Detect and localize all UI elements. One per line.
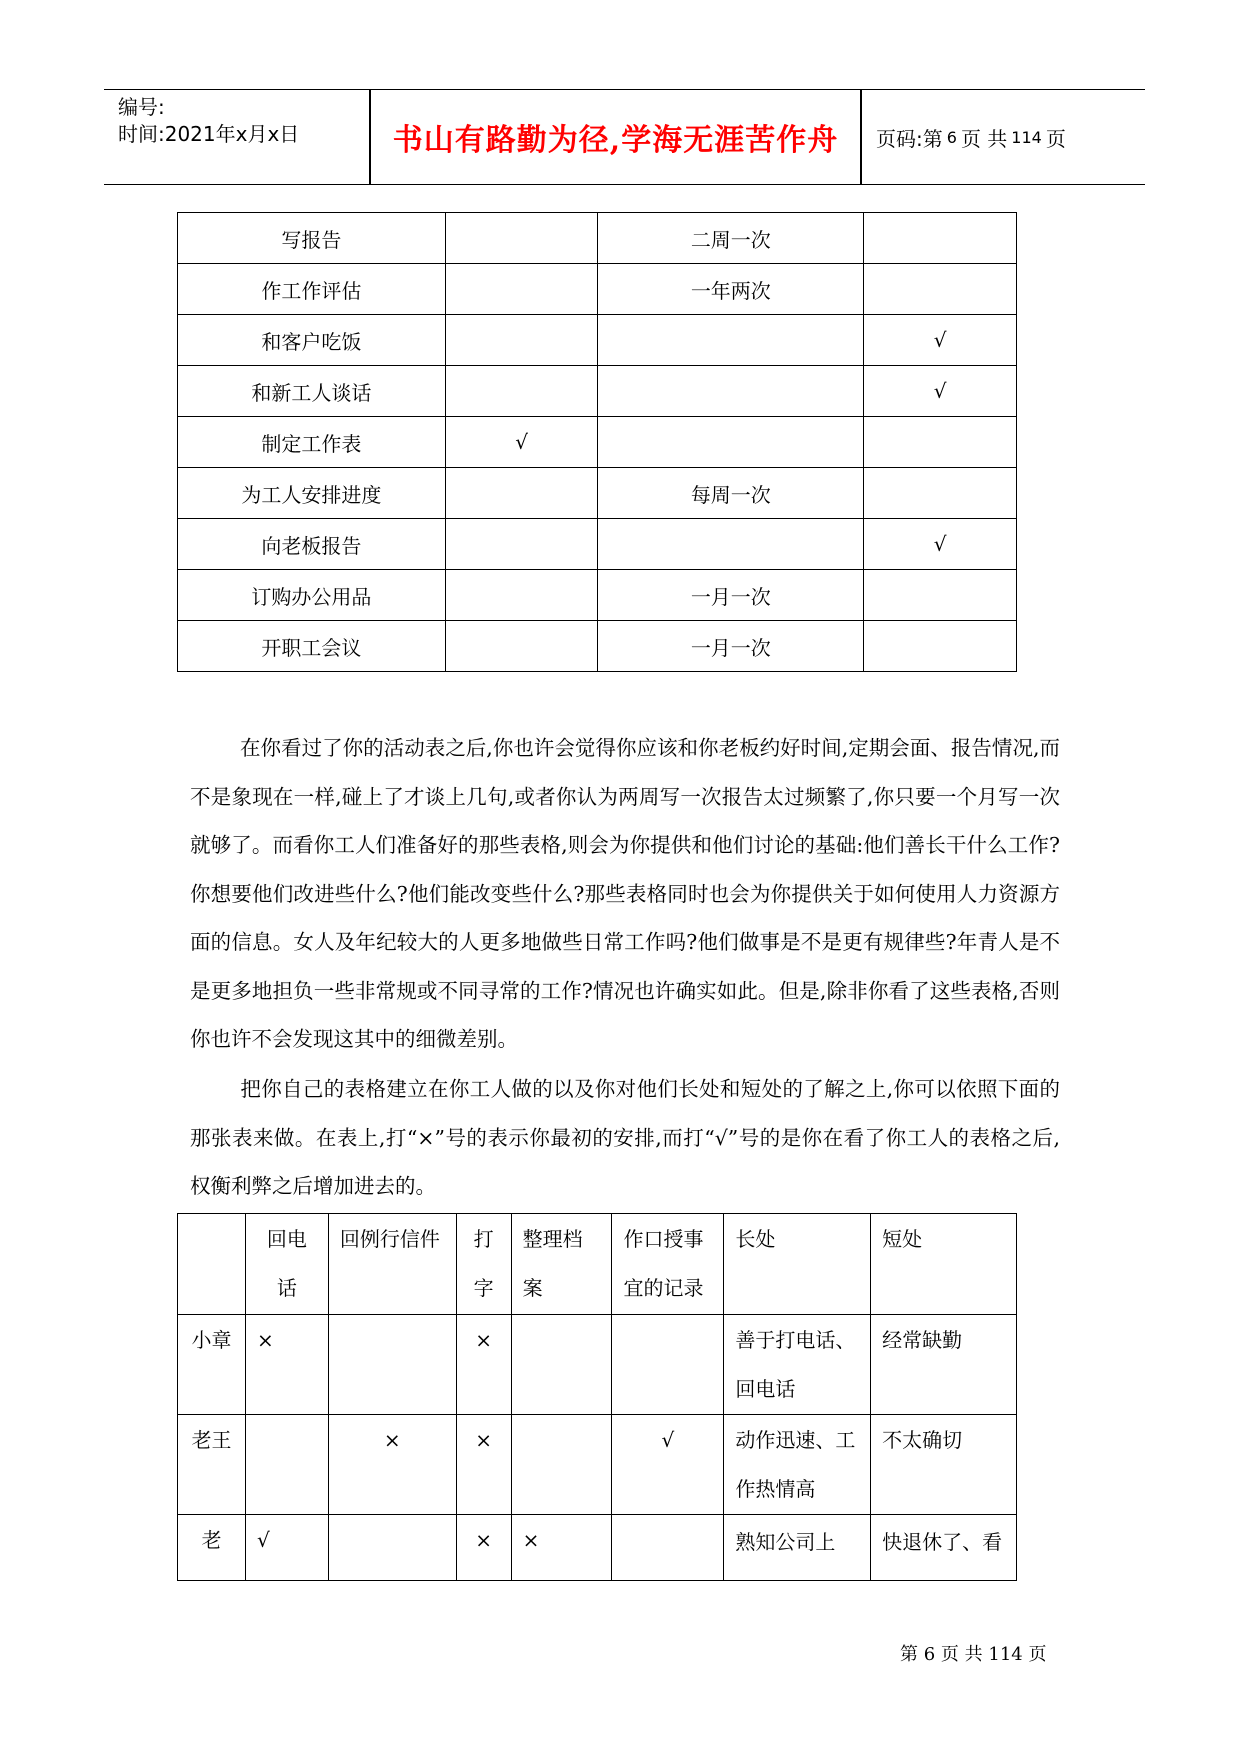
table-cell [612, 1515, 724, 1581]
time-label: 时间:2021年x月x日 [118, 122, 300, 146]
table-cell: 动作迅速、工作热情高 [724, 1415, 871, 1515]
table-cell: 不太确切 [871, 1415, 1017, 1515]
table-cell: √ [864, 315, 1017, 366]
table-row [178, 264, 1017, 315]
table-cell [445, 519, 598, 570]
table-cell: 熟知公司上 [724, 1515, 871, 1581]
table-row [178, 315, 1017, 366]
table-header-cell [178, 1214, 246, 1315]
footer-prefix: 第 [900, 1644, 918, 1665]
table-cell [445, 315, 598, 366]
table-row [178, 1415, 1017, 1515]
table-cell: 快退休了、看 [871, 1515, 1017, 1581]
page-header [104, 89, 1145, 185]
footer-page-num: 6 [923, 1644, 936, 1665]
table-header-cell: 作口授事宜的记录 [612, 1214, 724, 1315]
page-footer [900, 1640, 1046, 1666]
page-num: 6 [946, 127, 957, 147]
table-cell: √ [864, 519, 1017, 570]
table-cell [328, 1515, 456, 1581]
header-motto: 书山有路勤为径,学海无涯苦作舟 [392, 123, 839, 158]
table-cell: × [245, 1315, 328, 1415]
table-cell: 老王 [178, 1415, 246, 1515]
page-middle: 页 共 [960, 126, 1008, 151]
table-row [178, 519, 1017, 570]
body-paragraph [190, 1065, 1060, 1211]
table-cell [445, 213, 598, 264]
table-cell [445, 621, 598, 672]
table-row [178, 468, 1017, 519]
table-row [178, 213, 1017, 264]
page-total: 114 [1011, 127, 1042, 147]
table-cell: 订购办公用品 [178, 570, 446, 621]
table-cell: √ [864, 366, 1017, 417]
table-cell: 写报告 [178, 213, 446, 264]
table-cell: 二周一次 [598, 213, 864, 264]
table-cell: 一年两次 [598, 264, 864, 315]
table-cell [328, 1315, 456, 1415]
table-cell: 小章 [178, 1315, 246, 1415]
table-cell [445, 264, 598, 315]
table-header-cell: 回电话 [245, 1214, 328, 1315]
table-cell [598, 366, 864, 417]
table-cell [598, 417, 864, 468]
table-cell [445, 366, 598, 417]
paragraph-text: 把你自己的表格建立在你工人做的以及你对他们长处和短处的了解之上,你可以依照下面的那张表来做。在表上,打“×”号的表示你最初的安排,而打“√”号的是你在看了你工人的表格之后,权衡利弊之后增加进去的。 [190, 1077, 1060, 1198]
table-cell: 开职工会议 [178, 621, 446, 672]
staff-assignment-table [177, 1213, 1017, 1581]
activity-table [177, 212, 1017, 672]
table-row [178, 570, 1017, 621]
table-cell [245, 1415, 328, 1515]
table-cell [511, 1415, 612, 1515]
table-header-cell: 打字 [456, 1214, 511, 1315]
footer-middle: 页 共 [940, 1644, 983, 1665]
table-cell: 善于打电话、回电话 [724, 1315, 871, 1415]
table-cell: × [456, 1515, 511, 1581]
header-info [118, 94, 299, 148]
table-cell: 一月一次 [598, 621, 864, 672]
body-paragraph [190, 724, 1060, 1064]
table-header-cell: 短处 [871, 1214, 1017, 1315]
table-cell [511, 1315, 612, 1415]
table-cell [864, 468, 1017, 519]
table-header-cell: 回例行信件 [328, 1214, 456, 1315]
table-row [178, 1515, 1017, 1581]
table-header-cell: 长处 [724, 1214, 871, 1315]
table-cell [864, 417, 1017, 468]
table-cell: × [511, 1515, 612, 1581]
table-cell [612, 1315, 724, 1415]
table-cell: 和客户吃饭 [178, 315, 446, 366]
footer-page-total: 114 [988, 1644, 1023, 1665]
table-cell [864, 213, 1017, 264]
table-cell: 经常缺勤 [871, 1315, 1017, 1415]
table-cell: 向老板报告 [178, 519, 446, 570]
page-suffix: 页 [1045, 126, 1066, 151]
table-cell [445, 570, 598, 621]
table-cell: √ [612, 1415, 724, 1515]
table-cell [864, 570, 1017, 621]
footer-suffix: 页 [1028, 1644, 1047, 1665]
table-cell [598, 315, 864, 366]
table-row [178, 621, 1017, 672]
table-cell: × [456, 1415, 511, 1515]
table-cell: 和新工人谈话 [178, 366, 446, 417]
table-cell: 每周一次 [598, 468, 864, 519]
table-cell: 为工人安排进度 [178, 468, 446, 519]
table-cell: × [328, 1415, 456, 1515]
table-cell: √ [445, 417, 598, 468]
table-cell: 一月一次 [598, 570, 864, 621]
table-cell: 制定工作表 [178, 417, 446, 468]
serial-label: 编号: [118, 95, 165, 119]
page-prefix: 页码:第 [876, 126, 943, 151]
table-header-cell: 整理档案 [511, 1214, 612, 1315]
table-cell [598, 519, 864, 570]
table-cell: √ [245, 1515, 328, 1581]
table-row [178, 1315, 1017, 1415]
table-row [178, 417, 1017, 468]
header-page-number [862, 90, 1145, 184]
table-cell [864, 264, 1017, 315]
table-header-row [178, 1214, 1017, 1315]
table-cell: 老 [178, 1515, 246, 1581]
table-cell [445, 468, 598, 519]
table-cell: 作工作评估 [178, 264, 446, 315]
table-cell: × [456, 1315, 511, 1415]
table-cell [864, 621, 1017, 672]
table-row [178, 366, 1017, 417]
paragraph-text: 在你看过了你的活动表之后,你也许会觉得你应该和你老板约好时间,定期会面、报告情况,而不是象现在一样,碰上了才谈上几句,或者你认为两周写一次报告太过频繁了,你只要一个月写一次就够了。而看你工人们准备好的那些表格,则会为你提供和他们讨论的基础:他们善长干什么工作?你想要他们改进些什么?他们能改变些什么?那些表格同时也会为你提供关于如何使用人力资源方面的信息。女人及年纪较大的人更多地做些日常工作吗?他们做事是不是更有规律些?年青人是不是更多地担负一些非常规或不同寻常的工作?情况也许确实如此。但是,除非你看了这些表格,否则你也许不会发现这其中的细微差别。 [190, 736, 1060, 1051]
